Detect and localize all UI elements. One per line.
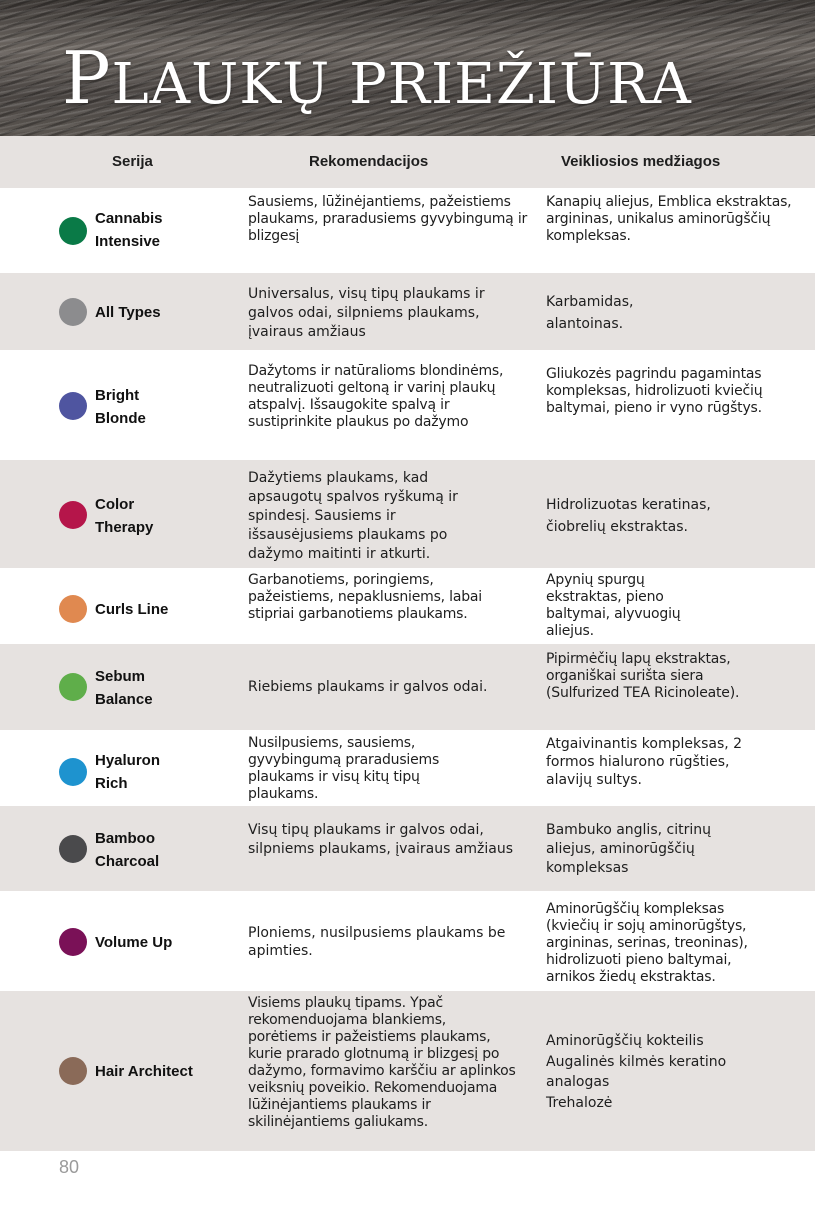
page-title-p: P	[62, 36, 112, 120]
hair-background-banner	[0, 0, 815, 136]
ingredients-text: Aminorūgščių kompleksas (kviečių ir sojų aminorūgštys, argininas, serinas, treoninas), hidrolizuoti pieno baltymai, arnikos žiedų ekstraktas.	[546, 901, 748, 985]
series-name	[95, 749, 235, 795]
series-name-line1: Cannabis	[95, 210, 163, 227]
table-row-bright-blonde	[0, 350, 815, 460]
series-color-dot	[59, 392, 87, 420]
series-color-dot	[59, 217, 87, 245]
series-name	[95, 665, 235, 711]
recommendation-text: Dažytiems plaukams, kad apsaugotų spalvos ryškumą ir spindesį. Sausiems ir išsausėjusiems plaukams po dažymo maitinti ir atkurti.	[248, 470, 458, 562]
series-name-line1: Bamboo	[95, 830, 155, 847]
series-name	[95, 384, 235, 430]
series-color-dot	[59, 673, 87, 701]
series-color-dot	[59, 928, 87, 956]
series-color-dot	[59, 501, 87, 529]
table-row-hair-architect	[0, 991, 815, 1151]
table-header	[0, 136, 815, 188]
table-row-bamboo-charcoal	[0, 806, 815, 891]
series-color-dot	[59, 595, 87, 623]
ingredients-list	[546, 1031, 746, 1113]
series-name-line2: Balance	[95, 691, 153, 708]
series-name-line1: Bright	[95, 387, 140, 404]
table-row-cannabis-intensive	[0, 188, 815, 273]
page-title-rest: LAUKŲ PRIEŽIŪRA	[111, 52, 692, 117]
ingredients-text: Gliukozės pagrindu pagamintas kompleksas, hidrolizuoti kviečių baltymai, pieno ir vyno rūgštys.	[546, 366, 763, 416]
recommendation-text: Universalus, visų tipų plaukams ir galvos odai, silpniems plaukams, įvairaus amžiaus	[248, 286, 485, 340]
ingredient-item: Aminorūgščių kokteilis	[546, 1033, 704, 1049]
recommendation-text: Garbanotiems, poringiems, pažeistiems, nepaklusniems, labai stipriai garbanotiems plaukams.	[248, 572, 482, 622]
series-name	[95, 207, 235, 253]
series-name-line1: Color	[95, 496, 135, 513]
ingredients-text: Bambuko anglis, citrinų aliejus, aminorūgščių kompleksas	[546, 822, 711, 876]
ingredient-item: Augalinės kilmės keratino analogas	[546, 1053, 727, 1090]
header-series: Serija	[112, 153, 153, 170]
ingredients-text: Pipirmėčių lapų ekstraktas, organiškai surišta siera (Sulfurized TEA Ricinoleate).	[546, 651, 740, 701]
table-row-color-therapy	[0, 460, 815, 568]
series-name-line1: Sebum	[95, 668, 146, 685]
series-name-line1: All Types	[95, 304, 161, 321]
series-color-dot	[59, 835, 87, 863]
page-number: 80	[59, 1157, 80, 1177]
series-name	[95, 493, 235, 539]
ingredients-text: Karbamidas, alantoinas.	[546, 294, 634, 332]
series-name-line1: Hair Architect	[95, 1063, 193, 1080]
table-row-curls-line	[0, 568, 815, 644]
series-name-line1: Curls Line	[95, 601, 169, 618]
table-row-hyaluron-rich	[0, 730, 815, 806]
ingredients-text: Apynių spurgų ekstraktas, pieno baltymai, alyvuogių aliejus.	[546, 572, 681, 639]
series-name-line2: Blonde	[95, 410, 146, 427]
series-name	[95, 827, 235, 873]
recommendation-text: Visiems plaukų tipams. Ypač rekomenduojama blankiems, porėtiems ir pažeistiems plaukams, kurie prarado glotnumą ir blizgesį po dažymo, formavimo karščiu ar aplinkos veiksnių poveikio. Rekomenduojama lūžinėjantiems plaukams ir skilinėjantiems galiukams.	[248, 995, 516, 1130]
recommendation-text: Sausiems, lūžinėjantiems, pažeistiems plaukams, praradusiems gyvybingumą ir blizgesį	[248, 194, 528, 244]
series-name	[95, 931, 235, 954]
series-name-line2: Rich	[95, 775, 128, 792]
series-name-line2: Charcoal	[95, 853, 160, 870]
series-name-line1: Volume Up	[95, 934, 173, 951]
recommendation-text: Ploniems, nusilpusiems plaukams be apimties.	[248, 925, 506, 959]
series-name-line2: Therapy	[95, 519, 154, 536]
ingredients-text: Hidrolizuotas keratinas, čiobrelių ekstraktas.	[546, 497, 711, 535]
series-color-dot	[59, 758, 87, 786]
ingredients-text: Atgaivinantis kompleksas, 2 formos hialurono rūgšties, alavijų sultys.	[546, 736, 743, 788]
recommendation-text: Riebiems plaukams ir galvos odai.	[248, 679, 488, 695]
ingredients-text: Kanapių aliejus, Emblica ekstraktas, argininas, unikalus aminorūgščių kompleksas.	[546, 194, 792, 244]
hair-care-table	[0, 136, 815, 1151]
header-recommendations: Rekomendacijos	[309, 153, 429, 170]
recommendation-text: Visų tipų plaukams ir galvos odai, silpniems plaukams, įvairaus amžiaus	[248, 822, 514, 857]
ingredient-item: Trehalozė	[546, 1094, 613, 1111]
series-name-line1: Hyaluron	[95, 752, 161, 769]
series-name	[95, 598, 235, 621]
series-color-dot	[59, 1057, 87, 1085]
table-row-volume-up	[0, 891, 815, 991]
recommendation-text: Dažytoms ir natūralioms blondinėms, neutralizuoti geltoną ir varinį plaukų atspalvį. Išsaugokite spalvą ir sustiprinkite plaukus po dažymo	[248, 363, 504, 430]
recommendation-text: Nusilpusiems, sausiems, gyvybingumą praradusiems plaukams ir visų kitų tipų plaukams.	[248, 735, 440, 802]
table-row-sebum-balance	[0, 644, 815, 730]
series-name	[95, 301, 235, 324]
header-ingredients: Veikliosios medžiagos	[561, 153, 721, 170]
table-row-all-types	[0, 273, 815, 350]
page-title	[62, 36, 692, 120]
series-color-dot	[59, 298, 87, 326]
series-name	[95, 1060, 235, 1083]
series-name-line2: Intensive	[95, 233, 161, 250]
